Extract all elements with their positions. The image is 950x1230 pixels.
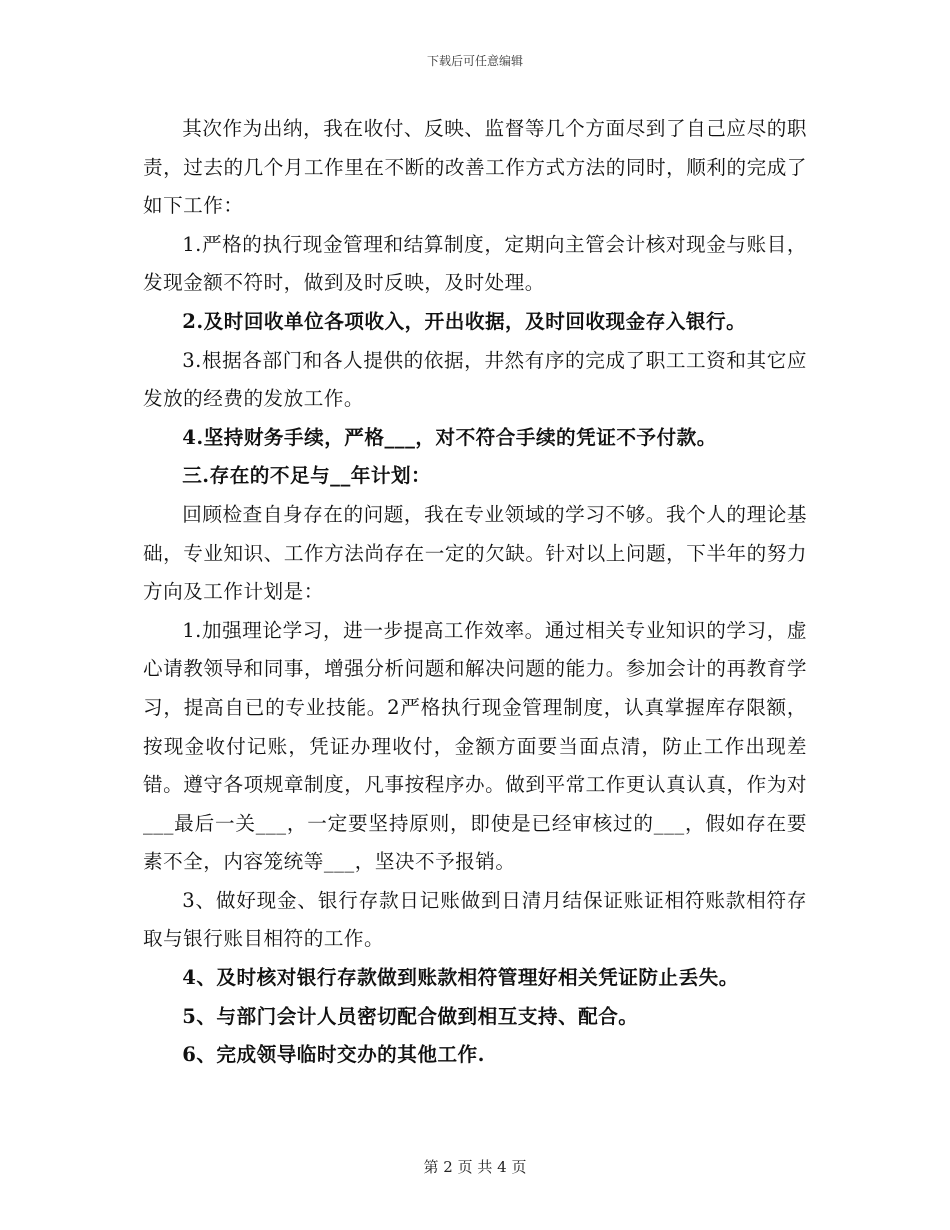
paragraph-item-4: 4.坚持财务手续，严格___，对不符合手续的凭证不予付款。 [182,425,717,449]
paragraph-plan-6: 6、完成领导临时交办的其他工作. [182,1043,485,1067]
paragraph-review: 回顾检查自身存在的问题，我在专业领域的学习不够。我个人的理论基础，专业知识、工作方法尚存在一定的欠缺。针对以上问题，下半年的努力方向及工作计划是： [143,502,807,604]
page-header: 下载后可任意编辑 [426,54,523,68]
page-number: 第 2 页 共 4 页 [423,1158,527,1176]
paragraph-item-3: 3.根据各部门和各人提供的依据，井然有序的完成了职工工资和其它应发放的经费的发放工作。 [143,348,807,411]
paragraph-plan-3: 3、做好现金、银行存款日记账做到日清月结保证账证相符账款相符存取与银行账目相符的工作。 [143,888,807,951]
paragraph-item-2: 2.及时回收单位各项收入，开出收据，及时回收现金存入银行。 [182,309,747,333]
paragraph-plan-4: 4、及时核对银行存款做到账款相符管理好相关凭证防止丢失。 [182,966,739,990]
section-heading-3: 三.存在的不足与__年计划： [182,464,432,488]
paragraph-plan-1: 1.加强理论学习，进一步提高工作效率。通过相关专业知识的学习，虚心请教领导和同事，增强分析问题和解决问题的能力。参加会计的再教育学习，提高自已的专业技能。2严格执行现金管理制度，认真掌握库存限额，按现金收付记账，凭证办理收付，金额方面要当面点清，防止工作出现差错。遵守各项规章制度，凡事按程序办。做到平常工作更认真认真，作为对___最后一关___，一定要坚持原则，即使是已经审核过的___，假如存在要素不全，内容笼统等___，坚决不予报销。 [143,618,807,874]
document-body [143,110,807,1075]
paragraph-cashier-intro: 其次作为出纳，我在收付、反映、监督等几个方面尽到了自己应尽的职责，过去的几个月工作里在不断的改善工作方式方法的同时，顺利的完成了如下工作： [143,117,807,218]
paragraph-plan-5: 5、与部门会计人员密切配合做到相互支持、配合。 [182,1004,639,1028]
paragraph-item-1: 1.严格的执行现金管理和结算制度，定期向主管会计核对现金与账目，发现金额不符时，做到及时反映，及时处理。 [143,232,807,295]
